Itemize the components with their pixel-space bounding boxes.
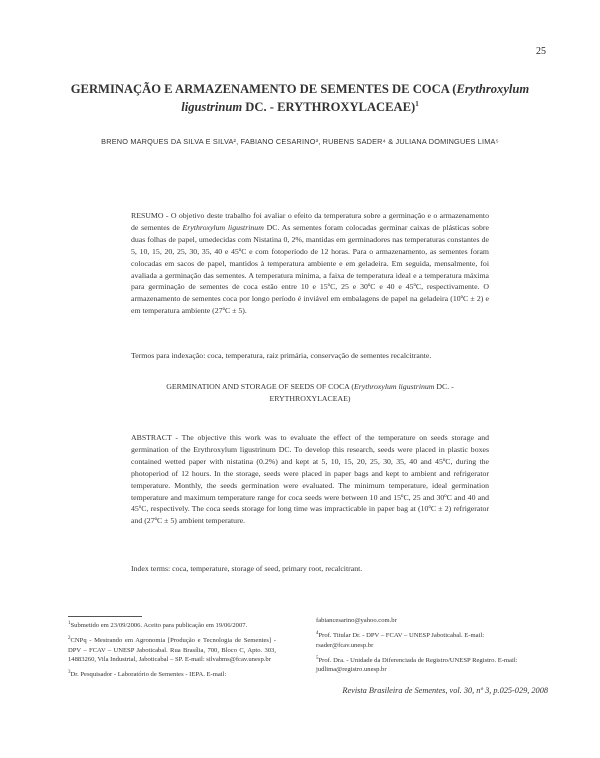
index-terms: Index terms: coca, temperature, storage of seed, primary root, recalcitrant. <box>131 564 363 573</box>
title-text: GERMINAÇÃO E ARMAZENAMENTO DE SEMENTES DE COCA ( <box>70 82 457 96</box>
footnote-item <box>316 629 540 650</box>
resumo-text-1: RESUMO - O objetivo deste trabalho foi avaliar o efeito da temperatura sobre a germinação e o armazenamento de sementes de <box>131 211 489 232</box>
footnote-mark: 4 <box>316 631 319 637</box>
journal-citation: Revista Brasileira de Sementes, vol. 30, nº 3, p.025-029, 2008 <box>342 686 548 695</box>
english-title-pre: GERMINATION AND STORAGE OF SEEDS OF COCA ( <box>166 382 354 391</box>
title-family: DC. - ERYTHROXYLACEAE) <box>242 100 416 115</box>
footnote-item <box>316 654 540 675</box>
footnote-divider <box>68 616 142 617</box>
footnote-item <box>68 619 276 630</box>
abstract-paragraph: ABSTRACT - The objective this work was to evaluate the effect of the temperature on seeds storage and germination of the Erythroxylum ligustrinum DC. To develop this research, seeds were placed in plastic boxes contained wetted paper with nistatina (0.2%) and kept at 5, 10, 15, 20, 25, 30, 35, 40 and 45ºC, during the photoperiod of 12 hours. In the storage, seeds were placed in paper bags and kept to ambient and refrigerator temperature. Monthly, the seeds germination were evaluated. The minimum temperature, ideal germination temperature and maximum temperature range for coca seeds were between 10 and 15ºC, 25 and 30ºC and 40 and 45ºC, respectively. The coca seeds storage for long time was impracticable in paper bag at (10ºC ± 2) refrigerator and (27ºC ± 5) ambient temperature. <box>131 433 489 526</box>
footnote-text: Submetido em 23/09/2006. Aceito para publicação em 19/06/2007. <box>70 622 248 630</box>
english-title-post: DC. - ERYTHROXYLACEAE) <box>269 382 454 403</box>
footnote-mark: 1 <box>68 621 71 626</box>
footnote-text: Dr. Pesquisador - Laboratório de Sementes - IEPA. E-mail: <box>70 671 227 679</box>
footnote-text: CNPq - Mestrando em Agronomia [Produção e Tecnologia de Sementes] - DPV – FCAV – UNESP Jaboticabal. Rua Brasília, 700, Bloco C, Apto. 303, 14883260, Vila Industrial, Jaboticabal – SP. E-mail: silvabms@fcav.unesp.br <box>68 637 276 663</box>
paper-title <box>70 82 530 115</box>
english-title <box>131 381 489 405</box>
footnotes-right-column <box>316 616 540 678</box>
title-genus: Erythroxylum <box>456 82 530 96</box>
page-number: 25 <box>536 46 546 57</box>
termos-indexacao: Termos para indexação: coca, temperatura, raiz primária, conservação de sementes recalcitrante. <box>131 351 432 360</box>
footnote-item <box>68 668 276 679</box>
footnote-item <box>68 634 276 664</box>
footnote-mark: 3 <box>68 670 71 676</box>
resumo-paragraph <box>131 210 489 317</box>
author-list: BRENO MARQUES DA SILVA E SILVA², FABIANO CESARINO³, RUBENS SADER⁴ & JULIANA DOMINGUES LIMA⁵ <box>101 137 499 146</box>
footnote-mark: 2 <box>68 636 71 642</box>
english-title-species: Erythroxylum ligustrinum <box>353 382 435 391</box>
footnote-mark: 5 <box>316 655 319 661</box>
resumo-text-2: DC. As sementes foram colocadas germinar caixas de plásticas sobre duas folhas de papel, umedecidas com Nistatina 0, 2%, mantidas em germinadores nas temperaturas constantes de 5, 10, 15, 20, 25, 30, 35, 40 e 45ºC e com fotoperíodo de 12 horas. Para o armazenamento, as sementes foram colocadas em sacos de papel, mantidos à temperatura ambiente e em geladeira. Em seguida, mensalmente, foi avaliada a germinação das sementes. A temperatura mínima, a faixa de temperatura ideal e a temperatura máxima para germinação de sementes de coca estão entre 10 e 15ºC, 25 e 30ºC e 40 e 45ºC, respectivamente. O armazenamento de sementes coca por longo período é inviável em embalagens de papel na geladeira (10ºC ± 2) e em temperatura ambiente (27ºC ± 5). <box>131 222 489 316</box>
footnote-text: Prof. Dra. - Unidade da Diferenciada de Registro/UNESP Registro. E-mail: judlima@registro.unesp.br <box>316 656 518 674</box>
title-footnote-mark: 1 <box>415 100 419 108</box>
resumo-species: Erythroxylum ligustrinum <box>182 222 264 232</box>
footnote-item <box>316 616 540 625</box>
footnote-text: Prof. Titular Dr. - DPV – FCAV – UNESP Jaboticabal. E-mail: rsader@fcav.unesp.br <box>316 632 485 649</box>
title-species: ligustrinum <box>181 100 243 115</box>
footnote-text: fabiancesarino@yahoo.com.br <box>316 617 397 624</box>
footnotes-left-column <box>68 619 276 684</box>
